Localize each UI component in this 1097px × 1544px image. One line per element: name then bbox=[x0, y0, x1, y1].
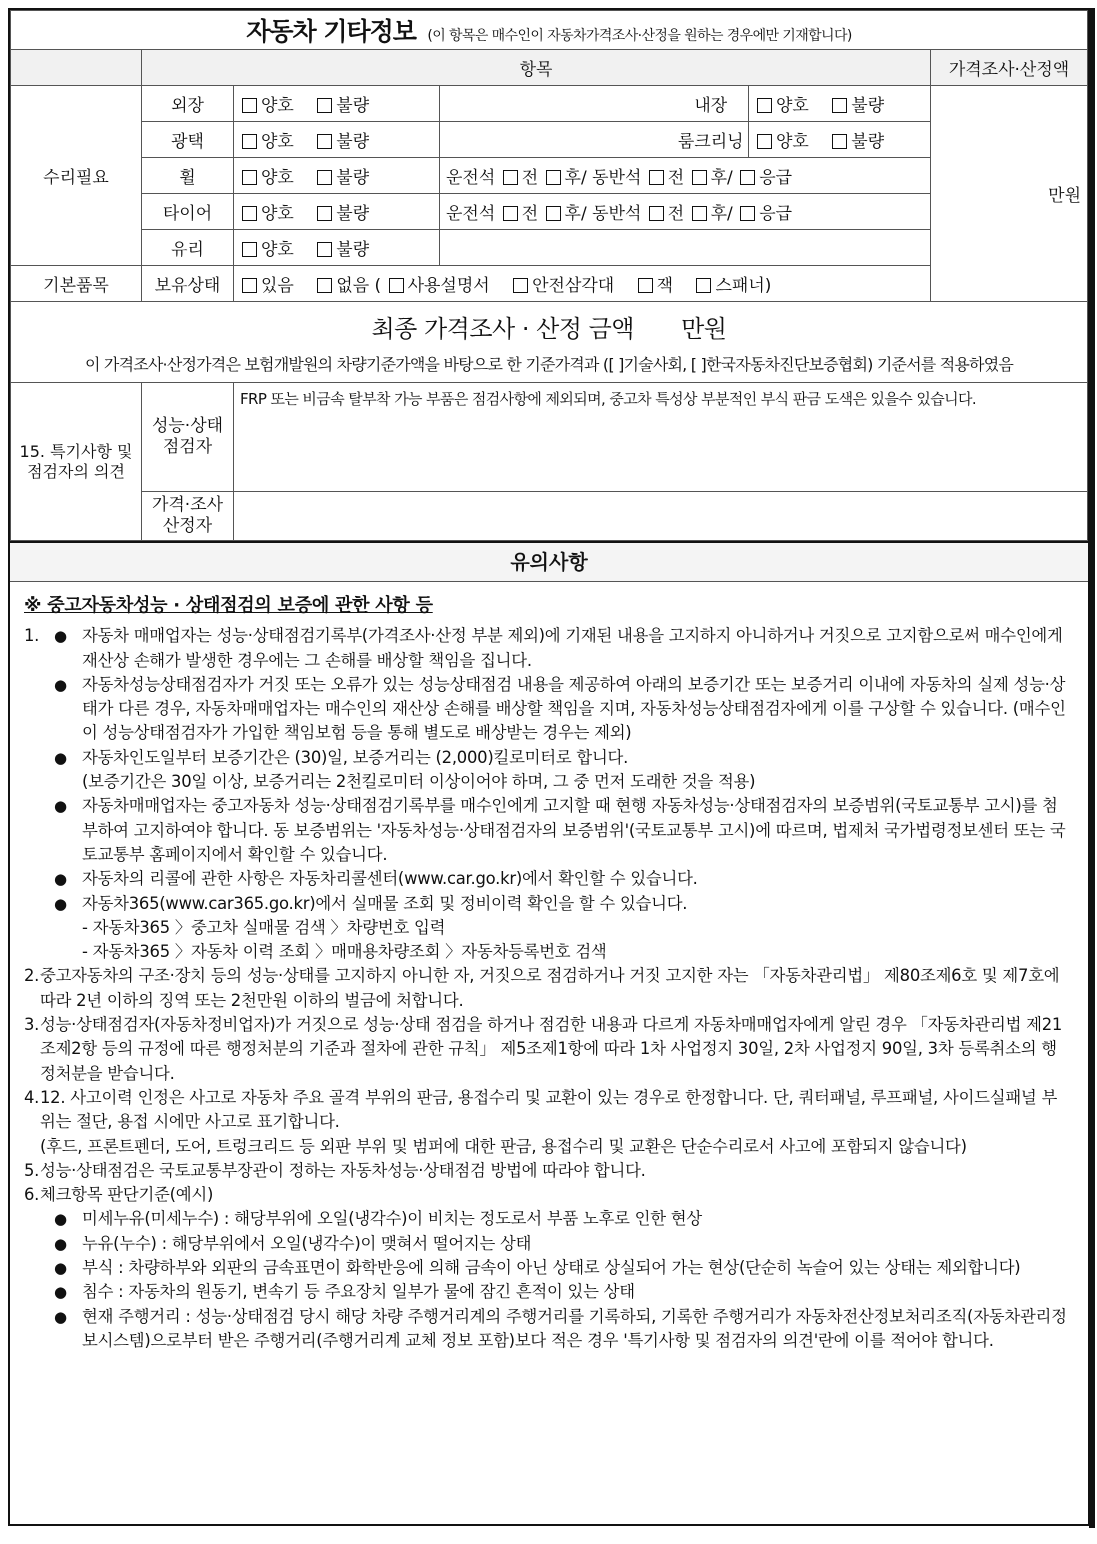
criteria-4: ● 침수 : 자동차의 원동기, 변속기 등 주요장치 일부가 물에 잠긴 흔적이 있는 상태 bbox=[54, 1282, 635, 1302]
criteria-2: ● 누유(누수) : 해당부위에서 오일(냉각수)이 맺혀서 떨어지는 상태 bbox=[54, 1233, 532, 1253]
tire-passenger-rear-checkbox[interactable] bbox=[692, 206, 707, 221]
final-price-cell bbox=[11, 302, 1088, 383]
appraiser-opinion bbox=[234, 492, 1088, 541]
notice-item-1-6: ● 자동차365(www.car365.go.kr)에서 실매물 조회 및 정비이력 확인을 할 수 있습니다. bbox=[54, 893, 688, 913]
triangle-checkbox[interactable] bbox=[513, 278, 528, 293]
notice-item-1-5: ● 자동차의 리콜에 관한 사항은 자동차리콜센터(www.car.go.kr)에서 확인할 수 있습니다. bbox=[54, 869, 698, 889]
wheel-passenger-front-checkbox[interactable] bbox=[649, 170, 664, 185]
room-cleaning-good-checkbox[interactable] bbox=[757, 134, 772, 149]
wheel-good-checkbox[interactable] bbox=[242, 170, 257, 185]
wheel-position-options: 운전석 전 후/ 동반석 전 후/ 응급 bbox=[440, 158, 931, 194]
interior-options: 양호 불량 bbox=[749, 86, 931, 122]
final-price-label: 최종 가격조사 · 산정 금액 bbox=[371, 315, 634, 343]
gloss-options: 양호 불량 bbox=[234, 122, 440, 158]
notice-item-1-2: ● 자동차성능상태점검자가 거짓 또는 오류가 있는 성능상태점검 내용을 제공하여 아래의 보증기간 또는 보증거리 이내에 자동차의 실제 성능·상태가 다른 경우, 자동차매매업자는 매수인의 재산상 손해를 배상할 책임을 지며, 자동차성능상태점검자에게 이를 구상할 수 있습니다. (매수인이 성능상태점검자가 가입한 책임보험 등을 통해 별도로 배상받는 경우는 제외) bbox=[54, 674, 1066, 743]
notice-title: 유의사항 bbox=[10, 541, 1088, 582]
tire-driver-rear-checkbox[interactable] bbox=[546, 206, 561, 221]
wheel-emergency-checkbox[interactable] bbox=[740, 170, 755, 185]
header-price: 가격조사·산정액 bbox=[931, 50, 1088, 86]
glass-options: 양호 불량 bbox=[234, 230, 440, 266]
interior-good-checkbox[interactable] bbox=[757, 98, 772, 113]
final-price-basis: 이 가격조사·산정가격은 보험개발원의 차량기준가액을 바탕으로 한 기준가격과 ([ ]기술사회, [ ]한국자동차진단보증협회) 기준서를 적용하였음 bbox=[84, 355, 1014, 374]
notice-item-5: 5. 성능·상태점검은 국토교통부장관이 정하는 자동차성능·상태점검 방법에 따라야 합니다. bbox=[24, 1160, 646, 1180]
header-item: 항목 bbox=[142, 50, 931, 86]
exterior-bad-checkbox[interactable] bbox=[317, 98, 332, 113]
glass-bad-checkbox[interactable] bbox=[317, 242, 332, 257]
car365-step-2: - 자동차365 〉자동차 이력 조회 〉매매용차량조회 〉자동차등록번호 검색 bbox=[82, 942, 607, 962]
notice-item-3: 3. 성능·상태점검자(자동차정비업자)가 거짓으로 성능·상태 점검을 하거나 점검한 내용과 다르게 자동차매매업자에게 알린 경우 「자동차관리법 제21조제2항 등의 규정에 따른 행정처분의 기준과 절차에 관한 규칙」 제5조제1항에 따라 1차 사업정지 30일, 2차 사업정지 90일, 3차 등록취소의 행정처분을 받습니다. bbox=[24, 1015, 1063, 1083]
tire-passenger-front-checkbox[interactable] bbox=[649, 206, 664, 221]
criteria-1: ● 미세누유(미세누수) : 해당부위에 오일(냉각수)이 비치는 정도로서 부품 노후로 인한 현상 bbox=[54, 1209, 702, 1229]
gloss-good-checkbox[interactable] bbox=[242, 134, 257, 149]
interior-bad-checkbox[interactable] bbox=[832, 98, 847, 113]
jack-checkbox[interactable] bbox=[638, 278, 653, 293]
notice-item-4-note: (후드, 프론트펜더, 도어, 트렁크리드 등 외판 부위 및 범퍼에 대한 판금, 용접수리 및 교환은 단순수리로서 사고에 포함되지 않습니다) bbox=[40, 1136, 967, 1156]
wheel-passenger-rear-checkbox[interactable] bbox=[692, 170, 707, 185]
basic-none-checkbox[interactable] bbox=[317, 278, 332, 293]
opinion-section-label: 15. 특기사항 및 점검자의 의견 bbox=[11, 383, 142, 541]
notice-body bbox=[10, 582, 1088, 1353]
wheel-driver-rear-checkbox[interactable] bbox=[546, 170, 561, 185]
notice-item-6: 6. 체크항목 판단기준(예시) bbox=[24, 1185, 214, 1205]
tire-position-options: 운전석 전 후/ 동반석 전 후/ 응급 bbox=[440, 194, 931, 230]
price-amount-cell bbox=[931, 86, 1088, 302]
exterior-good-checkbox[interactable] bbox=[242, 98, 257, 113]
glass-good-checkbox[interactable] bbox=[242, 242, 257, 257]
basic-have-checkbox[interactable] bbox=[242, 278, 257, 293]
wheel-bad-checkbox[interactable] bbox=[317, 170, 332, 185]
tire-driver-front-checkbox[interactable] bbox=[503, 206, 518, 221]
row-label-glass: 유리 bbox=[142, 230, 234, 266]
row-label-exterior: 외장 bbox=[142, 86, 234, 122]
other-info-title-text: 자동차 기타정보 bbox=[246, 17, 416, 46]
notice-item-2: 2. 중고자동차의 구조·장치 등의 성능·상태를 고지하지 아니한 자, 거짓으로 점검하거나 거짓 고지한 자는 「자동차관리법」 제80조제6호 및 제7호에 따라 2년 이하의 징역 또는 2천만원 이하의 벌금에 처합니다. bbox=[24, 966, 1060, 1010]
manual-checkbox[interactable] bbox=[389, 278, 404, 293]
holding-status-label: 보유상태 bbox=[142, 266, 234, 302]
inspection-form-sheet bbox=[8, 8, 1090, 1526]
wheel-options: 양호 불량 bbox=[234, 158, 440, 194]
car365-step-1: - 자동차365 〉중고차 실매물 검색 〉차량번호 입력 bbox=[82, 917, 446, 937]
final-price-unit: 만원 bbox=[681, 315, 727, 343]
notice-item-4: 4. 12. 사고이력 인정은 사고로 자동차 주요 골격 부위의 판금, 용접수리 및 교환이 있는 경우로 한정합니다. 단, 쿼터패널, 루프패널, 사이드실패널 부위는 절단, 용접 시에만 사고로 표기합니다. bbox=[24, 1087, 1058, 1132]
notice-item-1-1: 1. ● 자동차 매매업자는 성능·상태점검기록부(가격조사·산정 부분 제외)에 기재된 내용을 고지하지 아니하거나 거짓으로 고지함으로써 매수인에게 재산상 손해가 발생한 경우에는 그 손해를 배상할 책임을 집니다. bbox=[24, 626, 1063, 670]
criteria-3: ● 부식 : 차량하부와 외판의 금속표면이 화학반응에 의해 금속이 아닌 상태로 상실되어 가는 현상(단순히 녹슬어 있는 상태는 제외합니다) bbox=[54, 1258, 1021, 1278]
notice-item-1-4: ● 자동차매매업자는 중고자동차 성능·상태점검기록부를 매수인에게 고지할 때 현행 자동차성능·상태점검자의 보증범위(국토교통부 고시)를 첨부하여 고지하여야 합니다. 동 보증범위는 '자동차성능·상태점검자의 보증범위'(국토교통부 고시)에 따르며, 법제처 국가법령정보센터 또는 국토교통부 홈페이지에서 확인할 수 있습니다. bbox=[54, 796, 1066, 864]
tire-bad-checkbox[interactable] bbox=[317, 206, 332, 221]
room-cleaning-bad-checkbox[interactable] bbox=[832, 134, 847, 149]
inspector-opinion: FRP 또는 비금속 탈부착 가능 부품은 점검사항에 제외되며, 중고차 특성상 부분적인 부식 판금 도색은 있을수 있습니다. bbox=[234, 383, 1088, 492]
spanner-checkbox[interactable] bbox=[696, 278, 711, 293]
basic-items-label: 기본품목 bbox=[11, 266, 142, 302]
row-label-room-cleaning: 룸크리닝 bbox=[674, 122, 749, 158]
notice-item-1-3: ● 자동차인도일부터 보증기간은 (30)일, 보증거리는 (2,000)킬로미터로 합니다. bbox=[54, 747, 629, 767]
room-cleaning-options: 양호 불량 bbox=[749, 122, 931, 158]
other-info-title-note: (이 항목은 매수인이 자동차가격조사·산정을 원하는 경우에만 기재합니다) bbox=[427, 28, 852, 44]
row-label-wheel: 휠 bbox=[142, 158, 234, 194]
price-unit: 만원 bbox=[1048, 186, 1081, 206]
notice-section-title: ※ 중고자동차성능 · 상태점검의 보증에 관한 사항 등 bbox=[24, 595, 433, 616]
other-info-title bbox=[11, 11, 1088, 50]
row-label-tire: 타이어 bbox=[142, 194, 234, 230]
appraiser-label: 가격·조사 산정자 bbox=[142, 492, 234, 541]
exterior-options: 양호 불량 bbox=[234, 86, 440, 122]
repair-needed-label: 수리필요 bbox=[11, 86, 142, 266]
opinion-table bbox=[10, 382, 1088, 541]
wheel-driver-front-checkbox[interactable] bbox=[503, 170, 518, 185]
inspector-label: 성능·상태 점검자 bbox=[142, 383, 234, 492]
guarantee-note: (보증기간은 30일 이상, 보증거리는 2천킬로미터 이상이어야 하며, 그 중 먼저 도래한 것을 적용) bbox=[82, 772, 756, 792]
criteria-5: ● 현재 주행거리 : 성능·상태점검 당시 해당 차량 주행거리계의 주행거리를 기록하되, 기록한 주행거리가 자동차전산정보처리조직(자동차관리정보시스템)으로부터 받은 주행거리(주행거리계 교체 정보 포함)보다 적은 경우 '특기사항 및 점검자의 의견'란에 이를 적어야 합니다. bbox=[54, 1306, 1067, 1350]
gloss-bad-checkbox[interactable] bbox=[317, 134, 332, 149]
tire-options: 양호 불량 bbox=[234, 194, 440, 230]
basic-items-options: 있음 없음 ( 사용설명서 안전삼각대 잭 스패너) bbox=[234, 266, 931, 302]
tire-emergency-checkbox[interactable] bbox=[740, 206, 755, 221]
tire-good-checkbox[interactable] bbox=[242, 206, 257, 221]
row-label-gloss: 광택 bbox=[142, 122, 234, 158]
row-label-interior: 내장 bbox=[674, 86, 749, 122]
other-info-table bbox=[10, 10, 1088, 383]
